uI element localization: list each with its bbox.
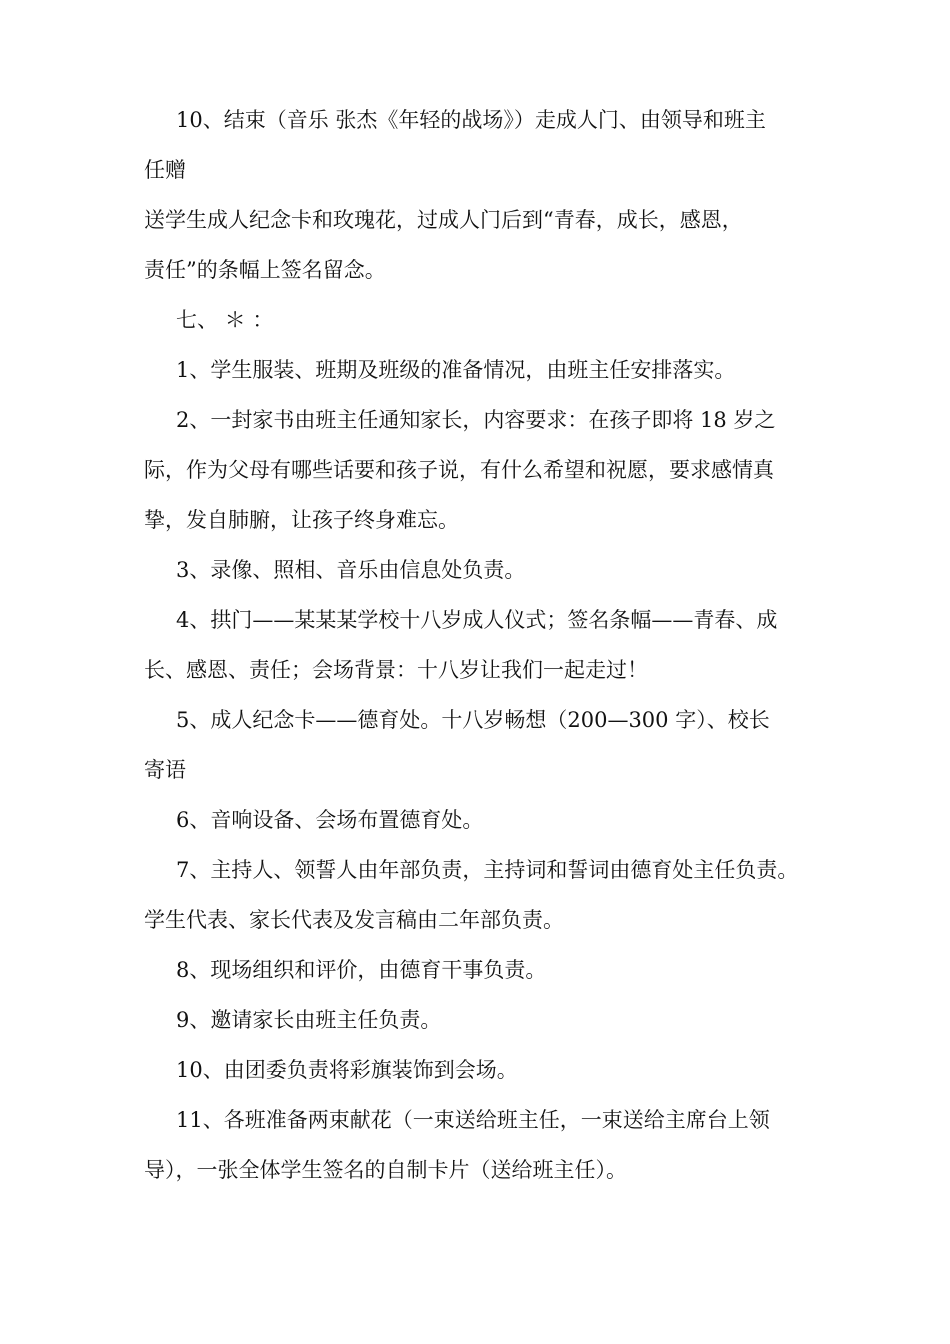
text-line: 9、邀请家长由班主任负责。 xyxy=(176,1008,442,1032)
text-line: 际，作为父母有哪些话要和孩子说，有什么希望和祝愿，要求感情真 xyxy=(144,458,774,482)
text-line: 3、录像、照相、音乐由信息处负责。 xyxy=(176,558,526,582)
text-line: 长、感恩、责任；会场背景：十八岁让我们一起走过！ xyxy=(144,658,648,682)
text-line: 寄语 xyxy=(144,758,186,782)
text-line: 7、主持人、领誓人由年部负责，主持词和誓词由德育处主任负责。 xyxy=(176,858,799,882)
text-line: 送学生成人纪念卡和玫瑰花，过成人门后到“青春，成长，感恩， xyxy=(144,208,743,232)
text-line: 11、各班准备两束献花（一束送给班主任，一束送给主席台上领 xyxy=(176,1108,770,1132)
text-line: 1、学生服装、班期及班级的准备情况，由班主任安排落实。 xyxy=(176,358,736,382)
text-line: 导），一张全体学生签名的自制卡片（送给班主任）。 xyxy=(144,1158,627,1182)
text-line: 10、结束（音乐 张杰《年轻的战场》）走成人门、由领导和班主 xyxy=(176,108,766,132)
text-line: 6、音响设备、会场布置德育处。 xyxy=(176,808,484,832)
text-line: 10、由团委负责将彩旗装饰到会场。 xyxy=(176,1058,518,1082)
text-line: 8、现场组织和评价，由德育干事负责。 xyxy=(176,958,547,982)
text-line: 学生代表、家长代表及发言稿由二年部负责。 xyxy=(144,908,564,932)
text-line: 挚，发自肺腑，让孩子终身难忘。 xyxy=(144,508,459,532)
text-line: 责任”的条幅上签名留念。 xyxy=(144,258,386,282)
text-line: 2、一封家书由班主任通知家长，内容要求：在孩子即将 18 岁之 xyxy=(176,408,776,432)
text-line: 4、拱门——某某某学校十八岁成人仪式；签名条幅——青春、成 xyxy=(176,608,778,632)
section-heading: 七、 ＊ ： xyxy=(176,308,274,332)
text-line: 任赠 xyxy=(144,158,186,182)
text-line: 5、成人纪念卡——德育处。十八岁畅想（200—300 字）、校长 xyxy=(176,708,770,732)
